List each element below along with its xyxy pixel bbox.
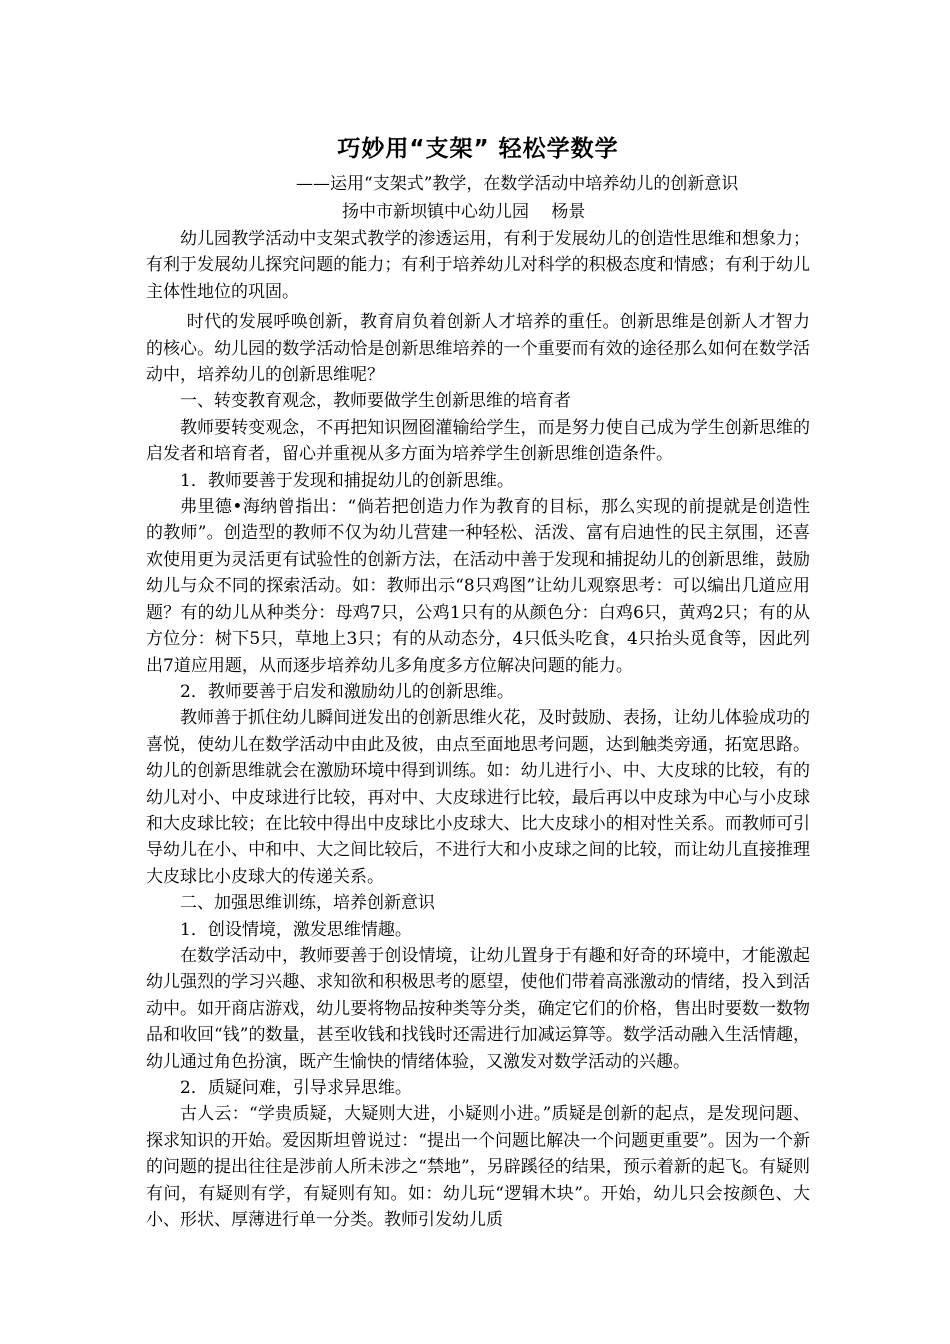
paragraph: 在数学活动中，教师要善于创设情境，让幼儿置身于有趣和好奇的环境中，才能激起幼儿强烈的学习兴趣、求知欲和积极思考的愿望，使他们带着高涨激动的情绪，投入到活动中。如开商店游戏，幼儿要将物品按种类等分类，确定它们的价格，售出时要数一数物品和收回“钱”的数量，甚至收钱和找钱时还需进行加减运算等。数学活动融入生活情趣，幼儿通过角色扮演，既产生愉快的情绪体验，又激发对数学活动的兴趣。 (146, 945, 810, 1072)
subsection-heading-1-1: 1．教师要善于发现和捕捉幼儿的创新思维。 (180, 470, 514, 491)
subsection-heading-1-2: 2．教师要善于启发和激励幼儿的创新思维。 (180, 681, 514, 702)
document-author: 扬中市新坝镇中心幼儿园 杨景 (342, 202, 586, 222)
subsection-heading-2-2: 2．质疑问难，引导求异思维。 (180, 1078, 412, 1098)
paragraph: 弗里德•海纳曾指出：“倘若把创造力作为教育的目标，那么实现的前提就是创造性的教师”。创造型的教师不仅为幼儿营建一种轻松、活泼、富有启迪性的民主氛围，还喜欢使用更为灵活更有试验性的创新方法，在活动中善于发现和捕捉幼儿的创新思维，鼓励幼儿与众不同的探索活动。如：教师出示“8只鸡图”让幼儿观察思考：可以编出几道应用题？有的幼儿从种类分：母鸡7只，公鸡1只有的从颜色分：白鸡6只，黄鸡2只；有的从方位分：树下5只，草地上3只；有的从动态分，4只低头吃食，4只抬头觅食等，因此列出7道应用题，从而逐步培养幼儿多角度多方位解决问题的能力。 (146, 497, 810, 676)
section-heading-1: 一、转变教育观念，教师要做学生创新思维的培育者 (180, 391, 571, 412)
document-subtitle: ——运用“支架式”教学，在数学活动中培养幼儿的创新意识 (296, 174, 739, 194)
section-heading-2: 二、加强思维训练，培养创新意识 (180, 893, 435, 914)
paragraph: 古人云：“学贵质疑，大疑则大进，小疑则小进。”质疑是创新的起点，是发现问题、探求知识的开始。爱因斯坦曾说过：“提出一个问题比解决一个问题更重要”。因为一个新的问题的提出往往是涉前人所未涉之“禁地”，另辟蹊径的结果，预示着新的起飞。有疑则有问，有疑则有学，有疑则有知。如：幼儿玩“逻辑木块”。开始，幼儿只会按颜色、大小、形状、厚薄进行单一分类。教师引发幼儿质 (146, 1104, 810, 1231)
document-page (146, 132, 810, 1233)
paragraph-abstract: 幼儿园教学活动中支架式教学的渗透运用，有利于发展幼儿的创造性思维和想象力；有利于发展幼儿探究问题的能力；有利于培养幼儿对科学的积极态度和情感；有利于幼儿主体性地位的巩固。 (146, 229, 810, 302)
paragraph: 教师善于抓住幼儿瞬间迸发出的创新思维火花，及时鼓励、表扬，让幼儿体验成功的喜悦，使幼儿在数学活动中由此及彼，由点至面地思考问题，达到触类旁通，拓宽思路。幼儿的创新思维就会在激励环境中得到训练。如：幼儿进行小、中、大皮球的比较，有的幼儿对小、中皮球进行比较，再对中、大皮球进行比较，最后再以中皮球为中心与小皮球和大皮球比较；在比较中得出中皮球比小皮球大、比大皮球小的相对性关系。而教师可引导幼儿在小、中和中、大之间比较后，不进行大和小皮球之间的比较，而让幼儿直接推理大皮球比小皮球大的传递关系。 (146, 708, 810, 887)
paragraph-intro: 时代的发展呼唤创新，教育肩负着创新人才培养的重任。创新思维是创新人才智力的核心。幼儿园的数学活动恰是创新思维培养的一个重要而有效的途径那么如何在数学活动中，培养幼儿的创新思维呢？ (146, 312, 810, 386)
subsection-heading-2-1: 1．创设情境，激发思维情趣。 (180, 919, 412, 940)
paragraph: 教师要转变观念，不再把知识囫囵灌输给学生，而是努力使自己成为学生创新思维的启发者和培育者，留心并重视从多方面为培养学生创新思维创造条件。 (146, 417, 810, 465)
document-title: 巧妙用“支架” 轻松学数学 (337, 136, 619, 162)
